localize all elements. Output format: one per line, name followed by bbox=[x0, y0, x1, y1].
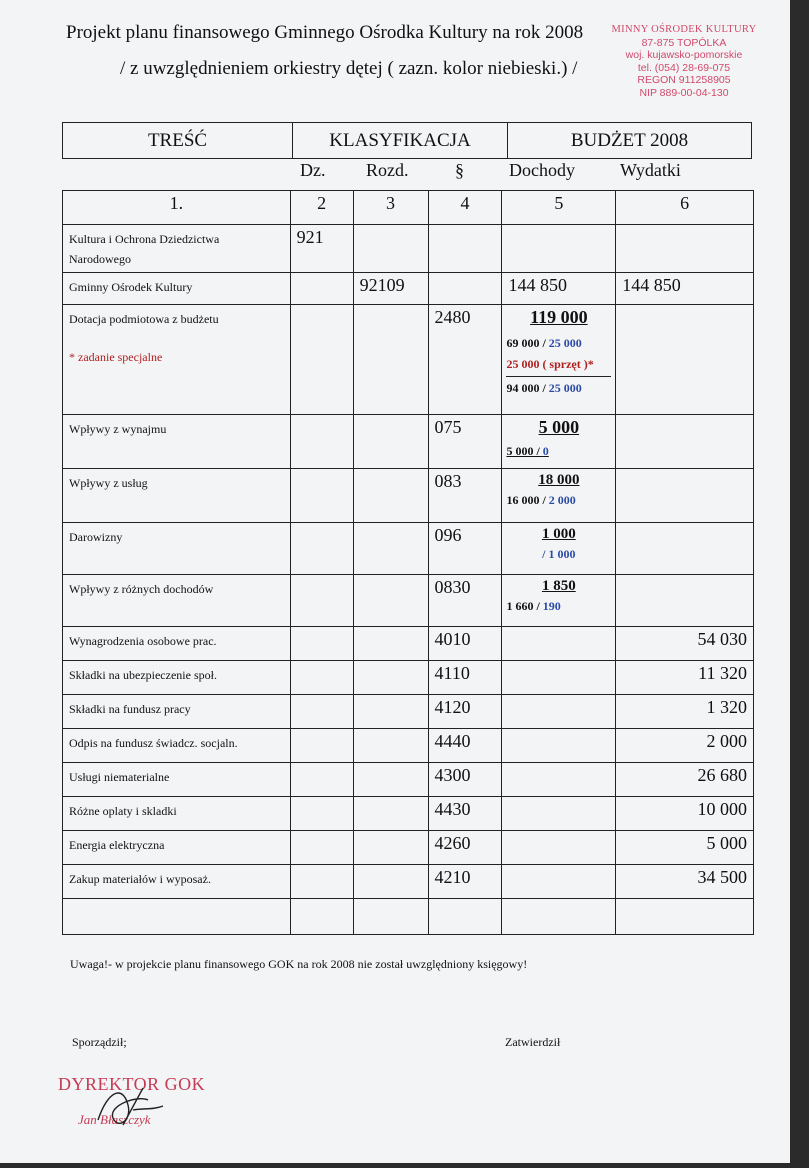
colnum: 2 bbox=[290, 191, 353, 225]
table-row bbox=[63, 661, 754, 695]
table-row bbox=[63, 831, 754, 865]
institution-stamp bbox=[596, 24, 772, 99]
stamp-line: MINNY OŚRODEK KULTURY bbox=[611, 24, 757, 35]
row-dochody: 18 000 bbox=[538, 472, 580, 488]
table-row: Wpływy z różnych dochodów 0830 1 850 1 660 / 190 bbox=[63, 575, 754, 627]
stamp-line: NIP 889-00-04-130 bbox=[639, 86, 729, 99]
row-dochody-special: 25 000 ( sprzęt )* bbox=[506, 357, 594, 371]
colnum: 5 bbox=[502, 191, 616, 225]
colnum: 3 bbox=[353, 191, 428, 225]
row-note: * zadanie specjalne bbox=[69, 350, 163, 364]
row-par: 096 bbox=[428, 523, 502, 575]
row-par: 2480 bbox=[428, 305, 502, 415]
budget-table bbox=[62, 190, 754, 935]
row-dochody-blue: 25 000 bbox=[548, 381, 582, 395]
row-par: 4260 bbox=[428, 831, 502, 865]
row-dochody-blue: 190 bbox=[542, 599, 561, 613]
row-tresc: Składki na ubezpieczenie społ. bbox=[63, 661, 291, 695]
row-par: 4210 bbox=[428, 865, 502, 899]
row-par: 083 bbox=[428, 469, 502, 523]
row-tresc: Zakup materiałów i wyposaż. bbox=[63, 865, 291, 899]
row-dochody-part: 1 660 bbox=[506, 599, 534, 613]
row-tresc: Energia elektryczna bbox=[63, 831, 291, 865]
row-tresc: Wynagrodzenia osobowe prac. bbox=[63, 627, 291, 661]
prepared-by-label: Sporządził; bbox=[72, 1035, 127, 1049]
row-dz: 921 bbox=[290, 225, 353, 273]
header-klasyfikacja: KLASYFIKACJA bbox=[293, 123, 508, 159]
row-dochody-blue: 25 000 bbox=[548, 336, 582, 350]
stamp-line: woj. kujawsko-pomorskie bbox=[625, 49, 743, 61]
row-dochody: 1 000 bbox=[541, 526, 576, 542]
row-par: 0830 bbox=[428, 575, 502, 627]
table-row bbox=[63, 763, 754, 797]
header-budzet: BUDŻET 2008 bbox=[508, 123, 752, 159]
row-tresc: Kultura i Ochrona Dziedzictwa Narodowego bbox=[63, 225, 291, 273]
subheader-dochody: Dochody bbox=[509, 160, 575, 180]
row-wydatki: 11 320 bbox=[616, 661, 754, 695]
row-tresc: Wpływy z wynajmu bbox=[63, 415, 291, 469]
colnum: 6 bbox=[616, 191, 754, 225]
subheader-dz: Dz. bbox=[300, 160, 326, 180]
row-tresc: Dotacja podmiotowa z budżetu bbox=[69, 312, 219, 326]
row-par: 4010 bbox=[428, 627, 502, 661]
row-par: 4440 bbox=[428, 729, 502, 763]
table-row bbox=[63, 523, 754, 575]
row-tresc: Gminny Ośrodek Kultury bbox=[63, 273, 291, 305]
row-par: 4120 bbox=[428, 695, 502, 729]
row-tresc: Odpis na fundusz świadcz. socjaln. bbox=[63, 729, 291, 763]
row-wydatki: 10 000 bbox=[616, 797, 754, 831]
stamp-line: tel. (054) 28-69-075 bbox=[637, 61, 731, 74]
subheader-rozd: Rozd. bbox=[366, 160, 409, 180]
table-row: Wpływy z wynajmu 075 5 000 5 000 / 0 bbox=[63, 415, 754, 469]
table-row bbox=[63, 865, 754, 899]
row-par: 4300 bbox=[428, 763, 502, 797]
header-tresc: TREŚĆ bbox=[63, 123, 293, 159]
row-tresc: Składki na fundusz pracy bbox=[63, 695, 291, 729]
row-dochody-part: 5 000 bbox=[506, 444, 534, 458]
table-row bbox=[63, 627, 754, 661]
table-row: Wpływy z usług 083 18 000 16 000 / 2 000 bbox=[63, 469, 754, 523]
row-wydatki: 144 850 bbox=[616, 273, 754, 305]
row-dochody-blue: 2 000 bbox=[548, 493, 576, 507]
table-row bbox=[63, 225, 754, 273]
row-rozd: 92109 bbox=[353, 273, 428, 305]
row-tresc: Usługi niematerialne bbox=[63, 763, 291, 797]
row-wydatki: 34 500 bbox=[616, 865, 754, 899]
row-dochody: 119 000 bbox=[530, 307, 588, 327]
table-row bbox=[63, 729, 754, 763]
director-stamp: DYREKTOR GOK bbox=[58, 1074, 206, 1094]
row-dochody-part: 69 000 bbox=[506, 336, 540, 350]
table-row-empty bbox=[63, 899, 754, 935]
row-tresc: Różne oplaty i skladki bbox=[63, 797, 291, 831]
row-tresc: Wpływy z usług bbox=[63, 469, 291, 523]
row-par: 075 bbox=[428, 415, 502, 469]
warning-note: Uwaga!- w projekcie planu finansowego GOK na rok 2008 nie został uwzględniony księgowy! bbox=[70, 957, 528, 971]
row-wydatki: 54 030 bbox=[616, 627, 754, 661]
row-par: 4110 bbox=[428, 661, 502, 695]
colnum: 1. bbox=[63, 191, 291, 225]
approved-by-label: Zatwierdził bbox=[505, 1035, 561, 1049]
row-dochody-blue: 0 bbox=[542, 444, 549, 458]
director-name: Jan Błaszczyk bbox=[78, 1112, 151, 1127]
table-row: Dotacja podmiotowa z budżetu * zadanie specjalne 2480 119 000 69 000 / 25 000 25 000 ( sprzęt )* 94 000 / 25 000 bbox=[63, 305, 754, 415]
subheader-par: § bbox=[455, 160, 464, 180]
stamp-line: 87-875 TOPÓLKA bbox=[641, 36, 727, 49]
row-wydatki: 1 320 bbox=[616, 695, 754, 729]
table-row bbox=[63, 695, 754, 729]
header-table bbox=[62, 122, 752, 159]
row-wydatki: 26 680 bbox=[616, 763, 754, 797]
row-dochody-blue: / 1 000 bbox=[542, 547, 576, 561]
row-wydatki: 2 000 bbox=[616, 729, 754, 763]
table-row bbox=[63, 797, 754, 831]
stamp-line: REGON 911258905 bbox=[637, 74, 731, 86]
row-tresc: Darowizny bbox=[63, 523, 291, 575]
column-numbers-row bbox=[63, 191, 754, 225]
row-dochody: 5 000 bbox=[538, 417, 580, 437]
subheader-wydatki: Wydatki bbox=[620, 160, 681, 180]
table-row bbox=[63, 273, 754, 305]
title-line-2: / z uwzględnieniem orkiestry dętej ( zazn. kolor niebieski.) / bbox=[120, 58, 578, 79]
row-dochody-part: 16 000 bbox=[506, 493, 540, 507]
row-dochody: 144 850 bbox=[502, 273, 616, 305]
signature-icon bbox=[88, 1080, 178, 1135]
row-dochody-part: 94 000 bbox=[506, 381, 540, 395]
row-wydatki: 5 000 bbox=[616, 831, 754, 865]
colnum: 4 bbox=[428, 191, 502, 225]
row-tresc: Wpływy z różnych dochodów bbox=[63, 575, 291, 627]
row-par: 4430 bbox=[428, 797, 502, 831]
row-dochody: 1 850 bbox=[541, 578, 576, 594]
title-line-1: Projekt planu finansowego Gminnego Ośrodka Kultury na rok 2008 bbox=[66, 22, 584, 43]
